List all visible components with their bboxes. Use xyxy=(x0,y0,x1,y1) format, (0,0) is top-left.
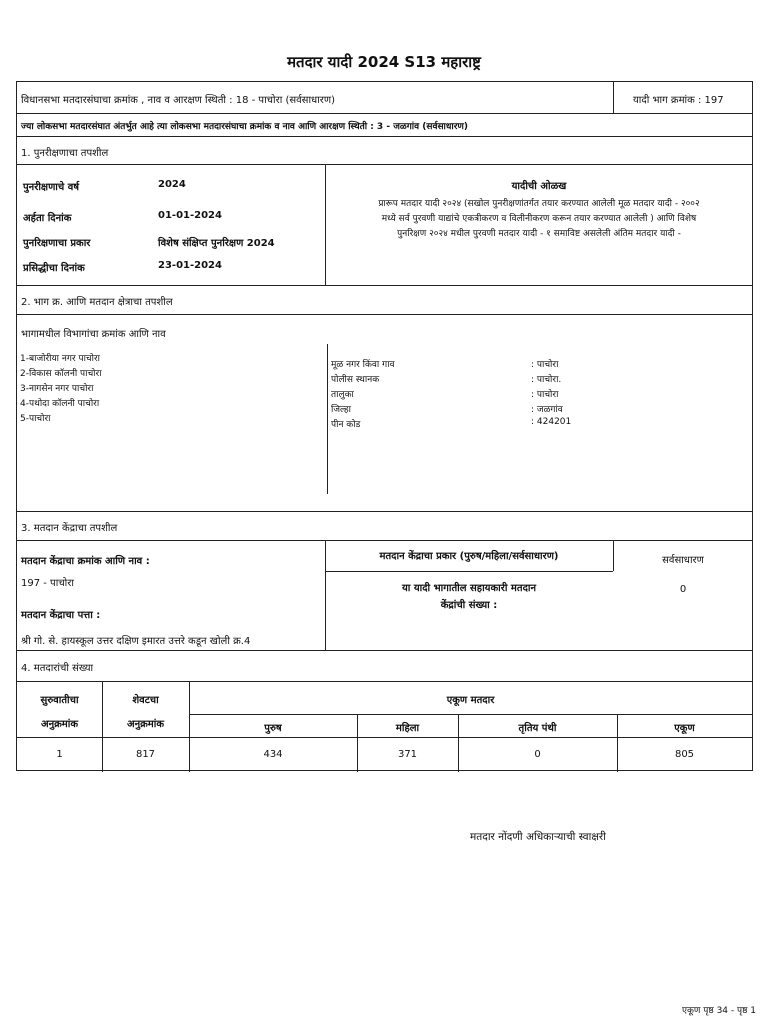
part-number: यादी भाग क्रमांक : 197 xyxy=(633,95,724,106)
area-item: 4-पथोदा कॉलनी पाचोरा xyxy=(20,399,100,409)
station-address-value: श्री गो. से. हायस्कूल उत्तर दक्षिण इमारत उत्तरे कडून खोली क्र.4 xyxy=(21,636,251,647)
section2-subheading: भागामधील विभागांचा क्रमांक आणि नाव xyxy=(21,329,166,340)
voter-list-form xyxy=(16,81,753,771)
area-item: 1-बाजोरीया नगर पाचोरा xyxy=(20,354,100,364)
aux-stations-label-1: या यादी भागातील सहायकारी मतदान xyxy=(401,583,537,594)
station-type-value: सर्वसाधारण xyxy=(662,555,704,566)
qualifying-date-value: 01-01-2024 xyxy=(158,210,222,221)
detail-label: पीन कोड xyxy=(331,420,361,430)
detail-label: पोलीस स्थानक xyxy=(331,375,380,385)
detail-value: : पाचोरा. xyxy=(531,375,562,385)
area-item: 3-नागसेन नगर पाचोरा xyxy=(20,384,94,394)
publication-date-label: प्रसिद्धीचा दिनांक xyxy=(23,263,85,274)
station-label: मतदान केंद्राचा क्रमांक आणि नाव : xyxy=(21,556,150,567)
col-total: एकूण xyxy=(674,723,695,734)
area-item: 2-विकास कॉलनी पाचोरा xyxy=(20,369,102,379)
list-identity-heading: यादीची ओळख xyxy=(511,181,567,192)
value-total: 805 xyxy=(674,749,695,760)
value-female: 371 xyxy=(397,749,418,760)
col-start-line-2: अनुक्रमांक xyxy=(40,719,79,730)
aux-stations-value: 0 xyxy=(679,584,687,595)
station-type-label: मतदान केंद्राचा प्रकार (पुरुष/महिला/सर्वसाधारण) xyxy=(379,551,559,562)
col-start-line-1: सुरुवातीचा xyxy=(40,695,79,706)
detail-value: : पाचोरा xyxy=(531,360,559,370)
value-male: 434 xyxy=(263,749,283,760)
constituency-info: विधानसभा मतदारसंघाचा क्रमांक , नाव व आरक्षण स्थिती : 18 - पाचोरा (सर्वसाधारण) xyxy=(21,95,335,106)
publication-date-value: 23-01-2024 xyxy=(158,260,222,271)
col-female: महिला xyxy=(395,723,420,734)
loksabha-info: ज्या लोकसभा मतदारसंघात अंतर्भुत आहे त्या लोकसभा मतदारसंघाचा क्रमांक व नाव आणि आरक्षण स्थिती : 3 - जळगांव (सर्वसाधारण) xyxy=(21,122,469,132)
list-identity-line-1: प्रारूप मतदार यादी २०२४ (सखोल पुनरीक्षणांतर्गत तयार करण्यात आलेली मूळ मतदार यादी - २००२ xyxy=(378,199,700,209)
detail-label: तालुका xyxy=(331,390,354,400)
detail-value: : 424201 xyxy=(531,417,572,427)
detail-value: : जळगांव xyxy=(531,405,563,415)
qualifying-date-label: अर्हता दिनांक xyxy=(23,213,72,224)
area-item: 5-पाचोरा xyxy=(20,414,51,424)
col-end-line-1: शेवटचा xyxy=(132,695,159,706)
section3-heading: 3. मतदान केंद्राचा तपशील xyxy=(21,523,118,534)
list-identity-line-3: पुनरिक्षण २०२४ मधील पुरवणी मतदार यादी - १ समाविष्ट असलेली अंतिम मतदार यादी - xyxy=(397,229,681,239)
list-identity-line-2: मध्ये सर्व पुरवणी याद्यांचे एकत्रीकरण व विलीनीकरण करून तयार करण्यात आलेली ) आणि विशेष xyxy=(381,214,697,224)
officer-signature-label: मतदार नोंदणी अधिकाऱ्याची स्वाक्षरी xyxy=(470,831,606,843)
value-start: 1 xyxy=(56,749,63,760)
col-end-line-2: अनुक्रमांक xyxy=(126,719,165,730)
section4-heading: 4. मतदारांची संख्या xyxy=(21,663,94,674)
detail-label: जिल्हा xyxy=(331,405,351,415)
section1-heading: 1. पुनरीक्षणाचा तपशील xyxy=(21,148,109,159)
value-end: 817 xyxy=(135,749,156,760)
page-title: मतदार यादी 2024 S13 महाराष्ट्र xyxy=(287,53,481,71)
detail-value: : पाचोरा xyxy=(531,390,559,400)
col-third-gender: तृतिय पंथी xyxy=(518,723,557,734)
station-address-label: मतदान केंद्राचा पत्ता : xyxy=(21,610,101,621)
station-value: 197 - पाचोरा xyxy=(21,578,74,589)
aux-stations-label-2: केंद्रांची संख्या : xyxy=(440,600,498,611)
col-male: पुरुष xyxy=(264,723,282,734)
total-voters-header: एकूण मतदार xyxy=(446,695,495,706)
revision-type-value: विशेष संक्षिप्त पुनरिक्षण 2024 xyxy=(158,238,275,249)
revision-year-label: पुनरीक्षणाचे वर्ष xyxy=(23,182,80,193)
section2-heading: 2. भाग क्र. आणि मतदान क्षेत्राचा तपशील xyxy=(21,297,173,308)
detail-label: मूळ नगर किंवा गाव xyxy=(331,360,395,370)
revision-type-label: पुनरिक्षणाचा प्रकार xyxy=(23,238,91,249)
page-footer: एकूण पृष्ठ 34 - पृष्ठ 1 xyxy=(682,1006,756,1016)
value-third-gender: 0 xyxy=(534,749,541,760)
revision-year-value: 2024 xyxy=(158,179,186,190)
